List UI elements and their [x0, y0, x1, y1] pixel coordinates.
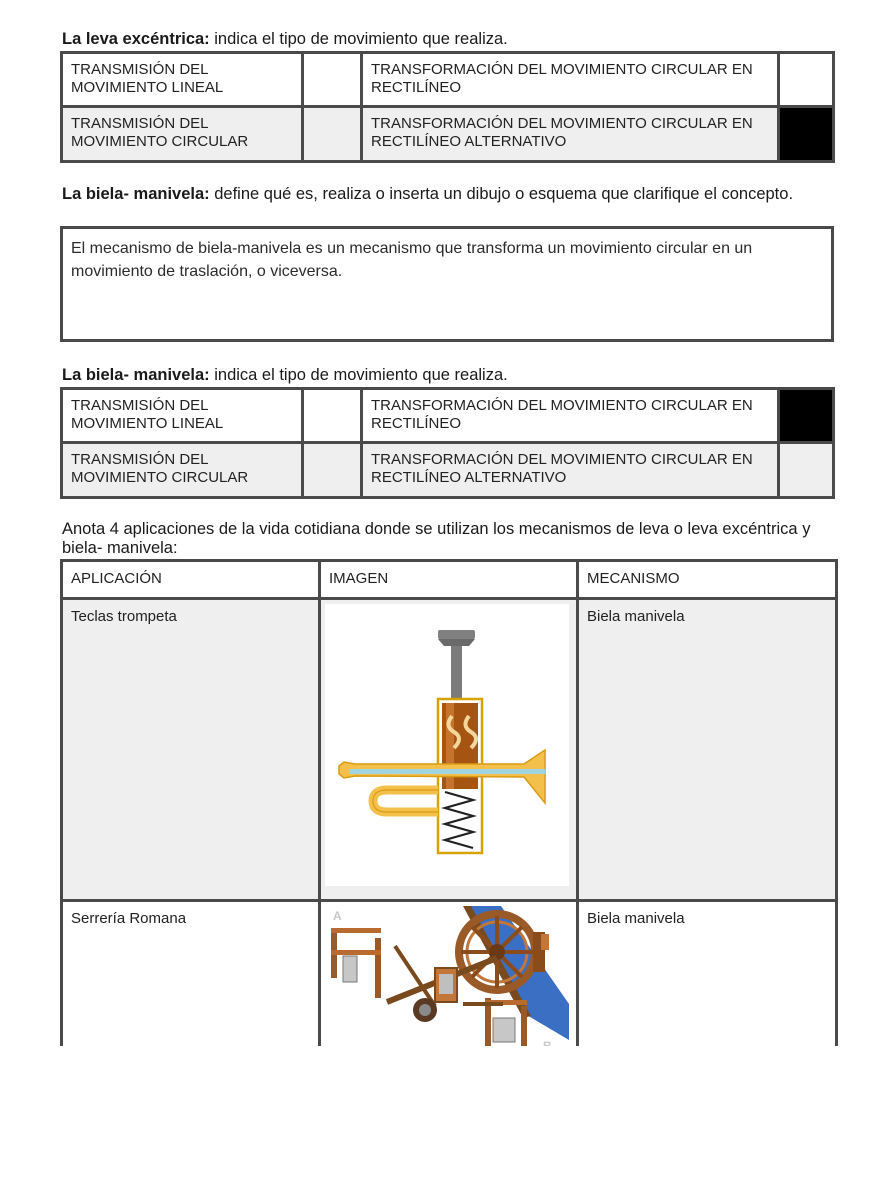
trumpet-valve-illustration — [325, 604, 569, 886]
biela-movement-heading-rest: indica el tipo de movimiento que realiza. — [209, 366, 508, 384]
leva-checkbox-lineal[interactable] — [303, 53, 362, 107]
biela-option-lineal: TRANSMISIÓN DEL MOVIMIENTO LINEAL — [62, 389, 303, 443]
leva-option-alternativo: TRANSFORMACIÓN DEL MOVIMIENTO CIRCULAR EN RECTILÍNEO ALTERNATIVO — [362, 107, 779, 162]
leva-row-1 — [62, 53, 834, 107]
biela-definition-heading-rest: define qué es, realiza o inserta un dibujo o esquema que clarifique el concepto. — [209, 185, 794, 203]
page-cutoff-area — [0, 1046, 887, 1200]
col-header-aplicacion: APLICACIÓN — [62, 561, 320, 599]
biela-option-alternativo: TRANSFORMACIÓN DEL MOVIMIENTO CIRCULAR EN RECTILÍNEO ALTERNATIVO — [362, 443, 779, 498]
leva-option-rectilineo: TRANSFORMACIÓN DEL MOVIMIENTO CIRCULAR EN RECTILÍNEO — [362, 53, 779, 107]
biela-row-1 — [62, 389, 834, 443]
applications-table — [60, 559, 838, 1061]
biela-movement-heading — [62, 366, 832, 385]
table-row — [62, 901, 837, 1061]
leva-options-table — [60, 51, 835, 163]
biela-option-circular: TRANSMISIÓN DEL MOVIMIENTO CIRCULAR — [62, 443, 303, 498]
leva-heading — [62, 30, 832, 49]
col-header-imagen: IMAGEN — [320, 561, 578, 599]
biela-definition-heading-bold: La biela- manivela: — [62, 185, 210, 203]
biela-checkbox-lineal[interactable] — [303, 389, 362, 443]
application-name: Teclas trompeta — [62, 599, 320, 901]
leva-checkbox-rectilineo[interactable] — [779, 53, 834, 107]
leva-checkbox-circular[interactable] — [303, 107, 362, 162]
applications-header-row — [62, 561, 837, 599]
application-name: Serrería Romana — [62, 901, 320, 1061]
biela-definition-heading — [62, 185, 832, 204]
image-label-a: A — [333, 909, 342, 923]
mechanism-name: Biela manivela — [578, 599, 837, 901]
biela-checkbox-rectilineo-checked[interactable] — [779, 389, 834, 443]
biela-options-table — [60, 387, 835, 499]
biela-option-rectilineo: TRANSFORMACIÓN DEL MOVIMIENTO CIRCULAR EN RECTILÍNEO — [362, 389, 779, 443]
leva-checkbox-alternativo-checked[interactable] — [779, 107, 834, 162]
biela-row-2 — [62, 443, 834, 498]
biela-definition-answer[interactable]: El mecanismo de biela-manivela es un mecanismo que transforma un movimiento circular en un movimiento de traslación, o viceversa. — [60, 226, 834, 342]
trumpet-valve-image-cell — [320, 599, 578, 901]
leva-option-lineal: TRANSMISIÓN DEL MOVIMIENTO LINEAL — [62, 53, 303, 107]
leva-option-circular: TRANSMISIÓN DEL MOVIMIENTO CIRCULAR — [62, 107, 303, 162]
leva-heading-bold: La leva excéntrica: — [62, 30, 210, 48]
roman-sawmill-image-cell — [320, 901, 578, 1061]
leva-heading-rest: indica el tipo de movimiento que realiza. — [209, 30, 508, 48]
leva-row-2 — [62, 107, 834, 162]
biela-checkbox-circular[interactable] — [303, 443, 362, 498]
roman-sawmill-illustration — [325, 906, 569, 1052]
biela-checkbox-alternativo[interactable] — [779, 443, 834, 498]
applications-heading: Anota 4 aplicaciones de la vida cotidiana donde se utilizan los mecanismos de leva o leva excéntrica y biela- manivela: — [62, 520, 811, 557]
col-header-mecanismo: MECANISMO — [578, 561, 837, 599]
table-row — [62, 599, 837, 901]
biela-movement-heading-bold: La biela- manivela: — [62, 366, 210, 384]
mechanism-name: Biela manivela — [578, 901, 837, 1061]
